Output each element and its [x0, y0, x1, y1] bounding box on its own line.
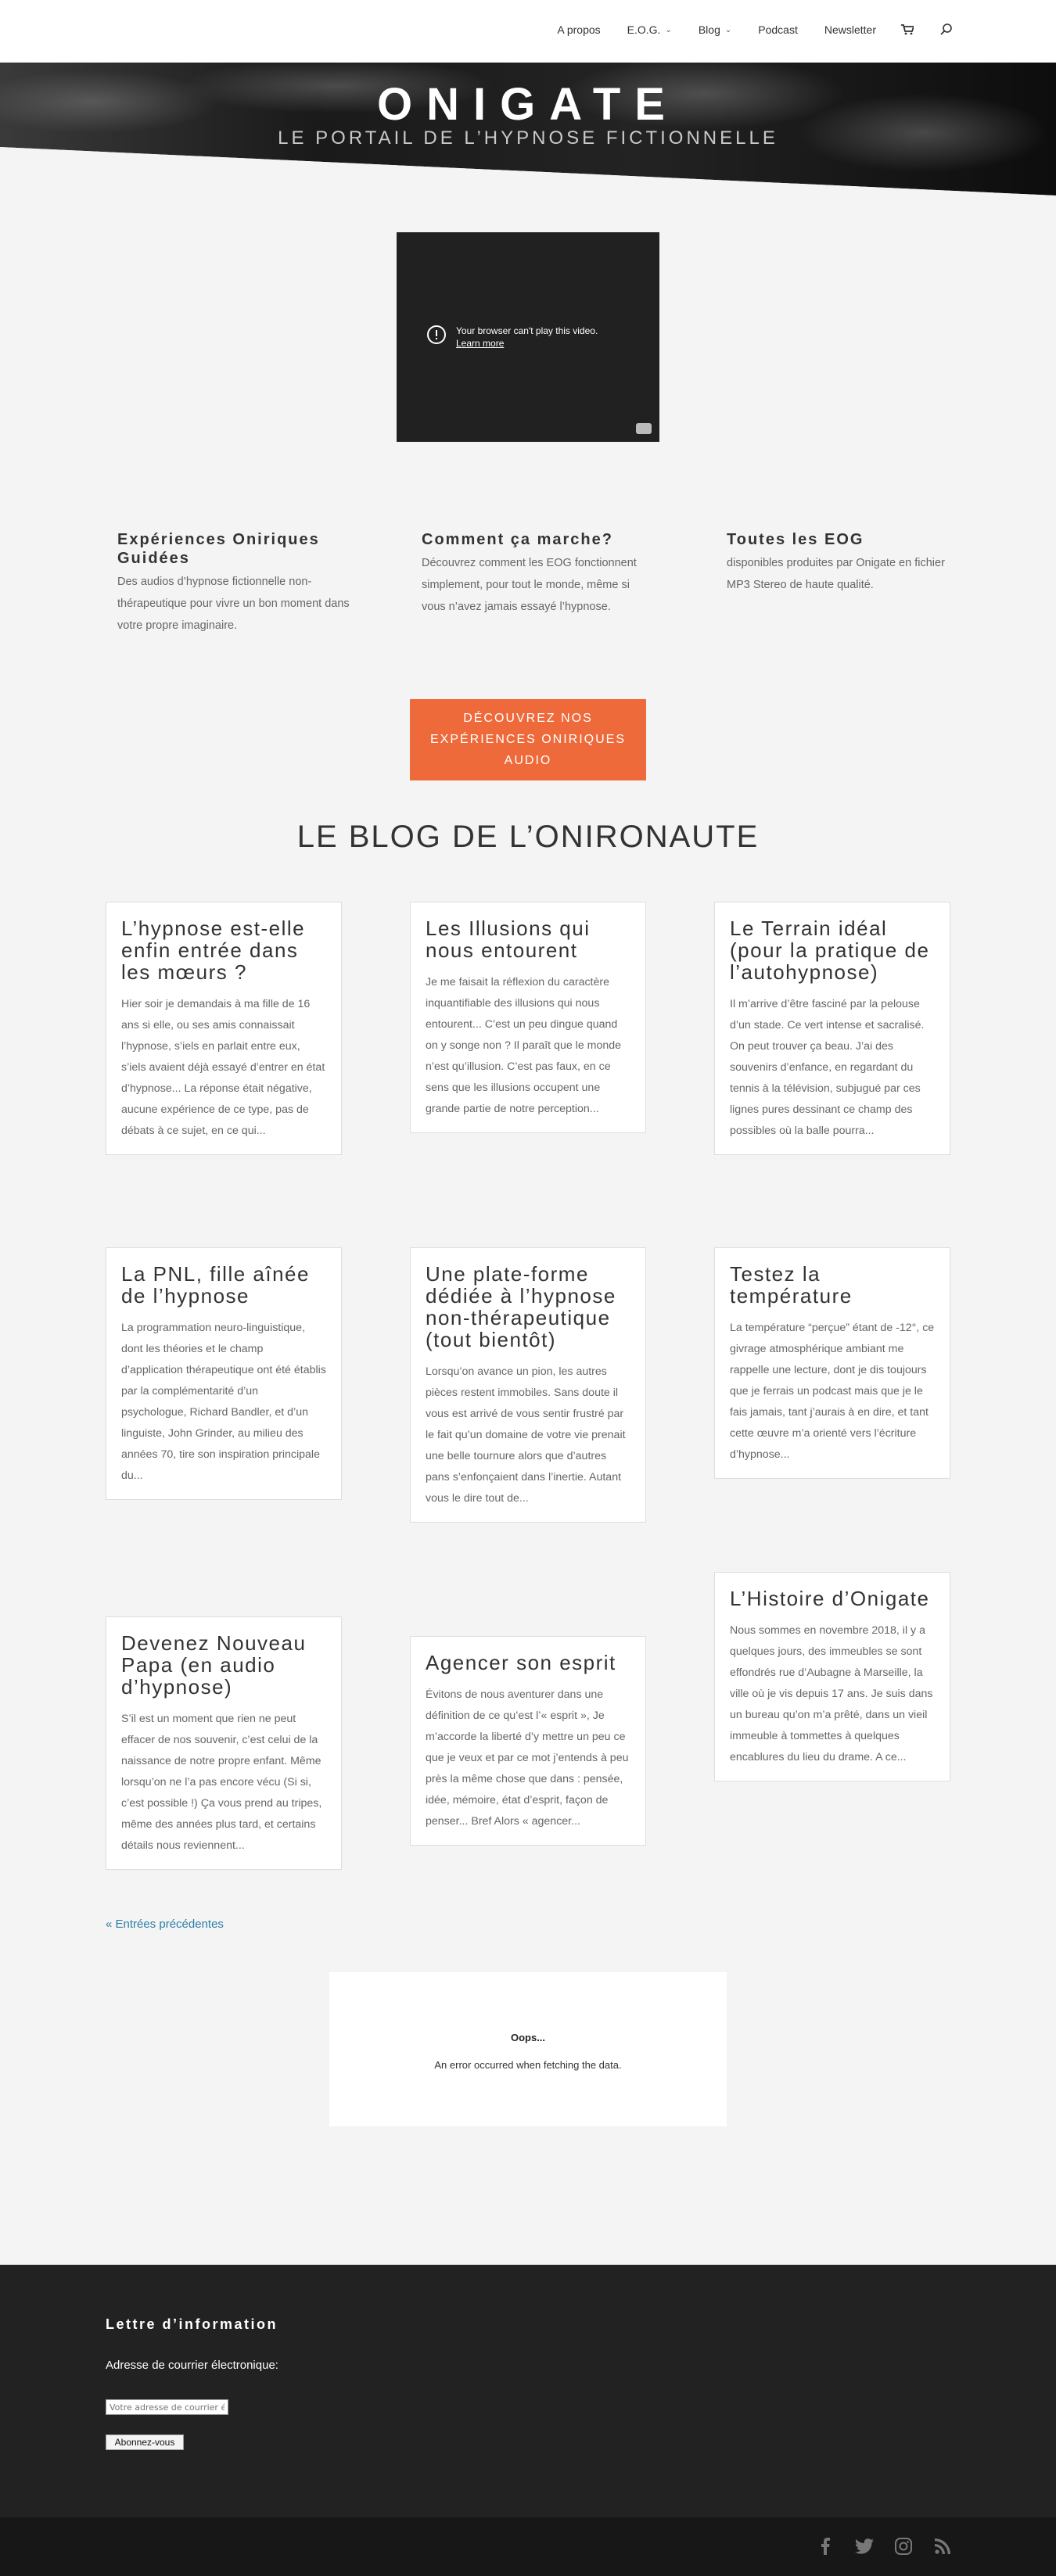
- blog-post-card[interactable]: [410, 902, 646, 1133]
- post-title[interactable]: Agencer son esprit: [426, 1651, 616, 1674]
- blog-post-card[interactable]: [410, 1636, 646, 1846]
- error-title: Oops...: [510, 2032, 546, 2043]
- post-excerpt: Lorsqu’on avance un pion, les autres pièces restent immobiles. Sans doute il vous est arrivé de vous sentir frustré par le fait qu’un domaine de votre vie prenait une belle tournure alors que d’autres pans s’enfonçaient dans l’inertie. Autant vous le dire tout de...: [426, 1365, 626, 1505]
- feature-text: Des audios d’hypnose fictionnelle non-thérapeutique pour vivre un bon moment dans votre propre imaginaire.: [117, 576, 350, 632]
- previous-entries-link[interactable]: « Entrées précédentes: [106, 1918, 224, 1931]
- post-excerpt: Hier soir je demandais à ma fille de 16 ans si elle, ou ses amis connaissait l’hypnose, s’iels en parlait entre eux, s’iels avaient déjà essayé d’entrer en état d’hypnose... La réponse était négative, aucune expérience de ce type, pas de débats à ce sujet, en ce qui...: [121, 998, 325, 1137]
- nav-label: Newsletter: [824, 23, 876, 36]
- newsletter-heading: Lettre d’information: [106, 2316, 278, 2332]
- search-icon[interactable]: [939, 22, 954, 38]
- discover-button[interactable]: DÉCOUVREZ NOS EXPÉRIENCES ONIRIQUES AUDIO: [410, 699, 646, 780]
- site-subtitle: LE PORTAIL DE L’HYPNOSE FICTIONNELLE: [278, 127, 778, 149]
- chevron-down-icon: ⌄: [665, 25, 672, 34]
- social-links: [815, 2536, 953, 2556]
- nav-label: Blog: [698, 23, 720, 36]
- instagram-icon[interactable]: [893, 2536, 914, 2556]
- main-nav: [530, 22, 954, 38]
- post-title[interactable]: La PNL, fille aînée de l’hypnose: [121, 1262, 310, 1308]
- top-header: [0, 0, 1056, 63]
- youtube-icon[interactable]: [636, 423, 652, 434]
- email-field[interactable]: [106, 2399, 228, 2415]
- error-box: [329, 1972, 727, 2126]
- post-title[interactable]: L’Histoire d’Onigate: [730, 1587, 930, 1610]
- nav-item-blog[interactable]: [699, 23, 731, 36]
- post-title[interactable]: Devenez Nouveau Papa (en audio d’hypnose): [121, 1631, 307, 1699]
- learn-more-link[interactable]: Learn more: [456, 338, 505, 349]
- nav-item-a-propos[interactable]: [557, 23, 600, 36]
- cart-icon[interactable]: [900, 22, 915, 38]
- feature-block: [117, 530, 352, 637]
- video-error: [426, 325, 598, 350]
- post-excerpt: Nous sommes en novembre 2018, il y a quelques jours, des immeubles se sont effondrés rue d’Aubagne à Marseille, la ville où je vis depuis 17 ans. Je suis dans un bureau qu’on m’a prêté, dans un vieil immeuble à tommettes à quelques encablures du lieu du drame. A ce...: [730, 1624, 933, 1763]
- feature-text: Découvrez comment les EOG fonctionnent simplement, pour tout le monde, même si vous n’avez jamais essayé l’hypnose.: [422, 557, 637, 613]
- blog-title: LE BLOG DE L’ONIRONAUTE: [296, 820, 760, 854]
- nav-label: E.O.G.: [627, 23, 661, 36]
- feature-title: Expériences Oniriques Guidées: [117, 531, 320, 567]
- rss-icon[interactable]: [932, 2536, 953, 2556]
- site-title: ONIGATE: [377, 79, 679, 130]
- blog-post-card[interactable]: [714, 1572, 950, 1781]
- post-excerpt: La programmation neuro-linguistique, dont les théories et le champ d’application thérapeutique ont été établis par la complémentarité d’un psychologue, Richard Bandler, et d’un linguiste, John Grinder, au milieu des années 70, tire son inspiration principale du...: [121, 1322, 326, 1482]
- feature-title: Comment ça marche?: [422, 531, 613, 548]
- post-excerpt: S’il est un moment que rien ne peut effacer de nos souvenir, c’est celui de la naissance de notre propre enfant. Même lorsqu’on ne l’a pas encore vécu (Si si, c’est possible !) Ça vous prend au tripes, même des années plus tard, et certains détails nous reviennent...: [121, 1713, 322, 1852]
- chevron-down-icon: ⌄: [724, 25, 732, 34]
- nav-label: Podcast: [758, 23, 798, 36]
- video-error-text: Your browser can't play this video.: [456, 325, 598, 336]
- blog-post-card[interactable]: [410, 1247, 646, 1523]
- post-excerpt: Évitons de nous aventurer dans une définition de ce qu’est l’« esprit », Je m’accorde la liberté d’y mettre un peu ce que je veux et par ce mot j’entends à peu près la même chose que dans : pensée, idée, mémoire, état d’esprit, façon de penser... Bref Alors « agencer...: [426, 1688, 629, 1828]
- nav-item-podcast[interactable]: [758, 23, 798, 36]
- feature-block: [727, 530, 961, 596]
- post-title[interactable]: L’hypnose est-elle enfin entrée dans les mœurs ?: [121, 917, 306, 984]
- post-title[interactable]: Le Terrain idéal (pour la pratique de l’autohypnose): [730, 917, 930, 984]
- twitter-icon[interactable]: [854, 2536, 875, 2556]
- email-label: Adresse de courrier électronique:: [106, 2359, 278, 2372]
- post-title[interactable]: Testez la température: [730, 1262, 853, 1308]
- blog-post-card[interactable]: [106, 1247, 342, 1500]
- video-player[interactable]: [397, 232, 659, 442]
- post-excerpt: La température “perçue” étant de -12°, ce givrage atmosphérique ambiant me rappelle une lecture, dont je dis toujours que je ferrais un podcast mais que je le fais jamais, tant j’aurais à en dire, et tant cette œuvre m’a orienté vers l’écriture d’hypnose...: [730, 1322, 935, 1461]
- alert-icon: [426, 325, 447, 345]
- blog-post-card[interactable]: [106, 1616, 342, 1870]
- feature-title: Toutes les EOG: [727, 531, 864, 548]
- blog-post-card[interactable]: [714, 1247, 950, 1479]
- blog-post-card[interactable]: [106, 902, 342, 1155]
- post-title[interactable]: Une plate-forme dédiée à l’hypnose non-thérapeutique (tout bientôt): [426, 1262, 616, 1351]
- feature-text: disponibles produites par Onigate en fichier MP3 Stereo de haute qualité.: [727, 557, 945, 591]
- bottom-bar: [0, 2517, 1056, 2576]
- nav-item-eog[interactable]: [627, 23, 672, 36]
- blog-post-card[interactable]: [714, 902, 950, 1155]
- facebook-icon[interactable]: [815, 2536, 835, 2556]
- subscribe-button[interactable]: Abonnez-vous: [106, 2434, 184, 2450]
- error-message: An error occurred when fetching the data.: [434, 2059, 622, 2071]
- nav-item-newsletter[interactable]: [824, 23, 876, 36]
- post-excerpt: Il m’arrive d’être fasciné par la pelouse d’un stade. Ce vert intense et sacralisé. On peut trouver ça beau. J’ai des souvenirs d’enfance, en regardant du tennis à la télévision, subjugué par ces lignes pures dessinant ce champ des possibles où la balle pourra...: [730, 998, 925, 1137]
- footer: [0, 2265, 1056, 2517]
- post-title[interactable]: Les Illusions qui nous entourent: [426, 917, 591, 962]
- feature-block: [422, 530, 656, 618]
- post-excerpt: Je me faisait la réflexion du caractère inquantifiable des illusions qui nous entourent... C’est un peu dingue quand on y songe non ? Il paraît que le monde n’est qu’illusion. C’est pas faux, en ce sens que les illusions occupent une grande partie de notre perception...: [426, 976, 622, 1115]
- nav-label: A propos: [557, 23, 601, 36]
